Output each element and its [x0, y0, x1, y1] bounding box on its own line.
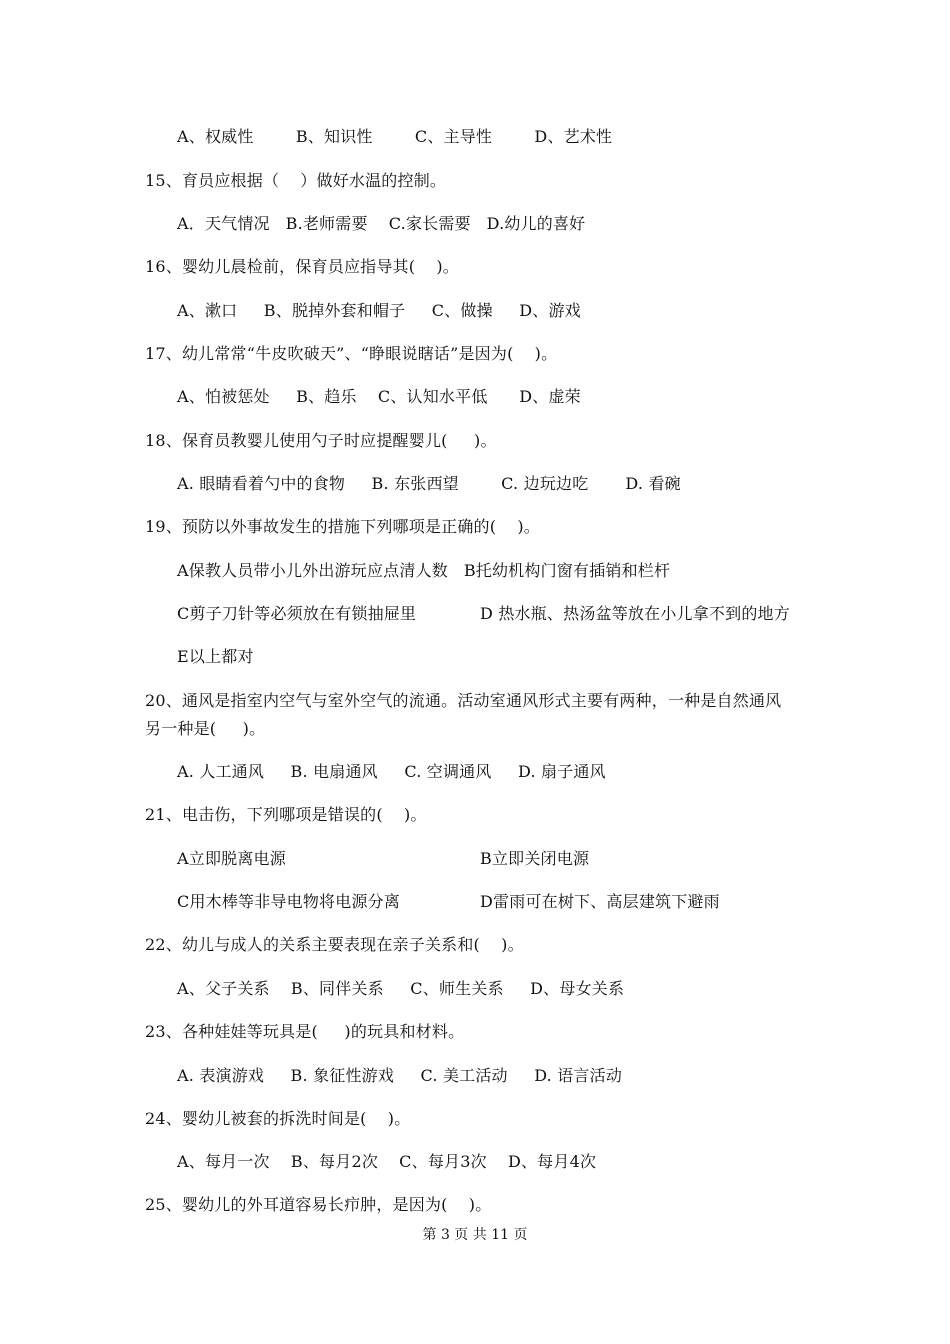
q22-options: A、父子关系 B、同伴关系 C、师生关系 D、母女关系: [177, 979, 625, 998]
q24-options: A、每月一次 B、每月2次 C、每月3次 D、每月4次: [177, 1152, 597, 1171]
q19-options-ab: A保教人员带小儿外出游玩应点清人数 B托幼机构门窗有插销和栏杆: [177, 561, 671, 580]
q17-stem: 17、幼儿常常“牛皮吹破天”、“睁眼说瞎话”是因为( )。: [145, 344, 558, 363]
q23-stem: 23、各种娃娃等玩具是( )的玩具和材料。: [145, 1022, 465, 1041]
q20-options: A. 人工通风 B. 电扇通风 C. 空调通风 D. 扇子通风: [177, 762, 606, 781]
q17-options: A、怕被惩处 B、趋乐 C、认知水平低 D、虚荣: [177, 387, 581, 406]
q21-option-a: A立即脱离电源: [177, 849, 286, 868]
q15-stem: 15、育员应根据（ ）做好水温的控制。: [145, 171, 447, 190]
page-footer: 第 3 页 共 11 页: [422, 1227, 528, 1243]
q24-stem: 24、婴幼儿被套的拆洗时间是( )。: [145, 1109, 411, 1128]
q19-option-d: D 热水瓶、热汤盆等放在小儿拿不到的地方: [480, 604, 790, 623]
q19-stem: 19、预防以外事故发生的措施下列哪项是正确的( )。: [145, 517, 540, 536]
q20-stem-line1: 20、通风是指室内空气与室外空气的流通。活动室通风形式主要有两种，一种是自然通风: [145, 691, 782, 710]
q14-options: A、权威性 B、知识性 C、主导性 D、艺术性: [177, 127, 613, 146]
q21-option-c: C用木棒等非导电物将电源分离: [177, 892, 401, 911]
q25-stem: 25、婴幼儿的外耳道容易长疖肿，是因为( )。: [145, 1195, 492, 1214]
q21-option-b: B立即关闭电源: [480, 849, 590, 868]
q18-stem: 18、保育员教婴儿使用勺子时应提醒婴儿( )。: [145, 431, 497, 450]
q21-option-d: D雷雨可在树下、高层建筑下避雨: [480, 892, 720, 911]
q19-option-e: E以上都对: [177, 647, 254, 666]
q21-stem: 21、电击伤，下列哪项是错误的( )。: [145, 805, 427, 824]
q19-option-c: C剪子刀针等必须放在有锁抽屉里: [177, 604, 417, 623]
q23-options: A. 表演游戏 B. 象征性游戏 C. 美工活动 D. 语言活动: [177, 1066, 623, 1085]
q16-options: A、漱口 B、脱掉外套和帽子 C、做操 D、游戏: [177, 301, 581, 320]
q18-options: A. 眼睛看着勺中的食物 B. 东张西望 C. 边玩边吃 D. 看碗: [177, 474, 681, 493]
q15-options: A．天气情况 B.老师需要 C.家长需要 D.幼儿的喜好: [177, 214, 586, 233]
q16-stem: 16、婴幼儿晨检前，保育员应指导其( )。: [145, 257, 459, 276]
q22-stem: 22、幼儿与成人的关系主要表现在亲子关系和( )。: [145, 935, 524, 954]
q20-stem-line2: 另一种是( )。: [145, 719, 266, 738]
